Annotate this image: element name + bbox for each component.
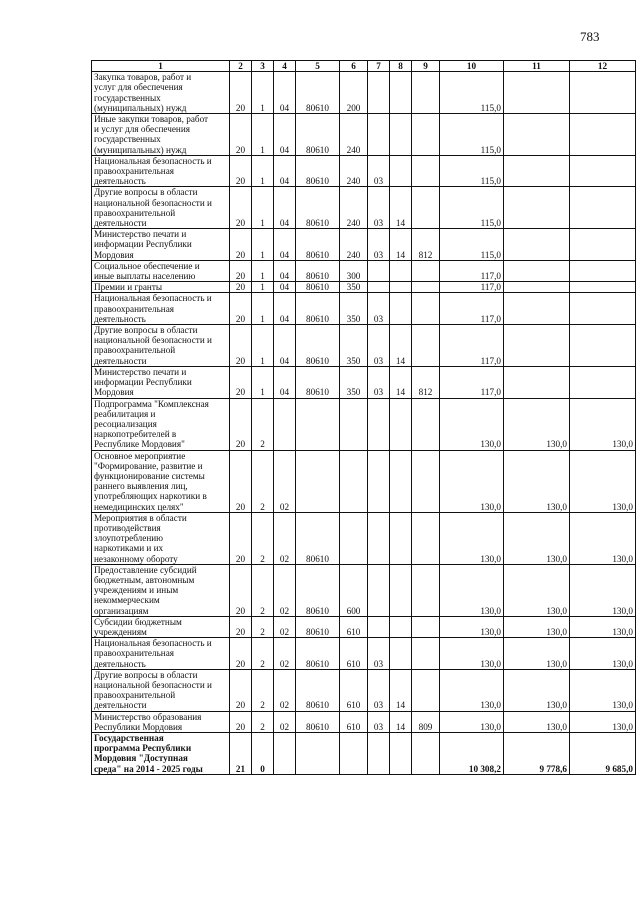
row-cell-c3: 2 — [252, 616, 274, 637]
row-cell-c11 — [504, 187, 570, 229]
row-cell-c7 — [368, 260, 390, 281]
table-row — [92, 155, 636, 187]
col-header: 4 — [274, 61, 296, 72]
row-cell-c12 — [570, 155, 636, 187]
budget-table — [91, 60, 636, 775]
row-cell-c10: 115,0 — [440, 187, 504, 229]
row-cell-c11: 130,0 — [504, 512, 570, 564]
row-cell-c11 — [504, 282, 570, 293]
table-row — [92, 282, 636, 293]
row-cell-c11 — [504, 229, 570, 261]
row-cell-c7: 03 — [368, 187, 390, 229]
row-cell-c3: 2 — [252, 450, 274, 512]
row-cell-c10: 115,0 — [440, 229, 504, 261]
row-cell-c7 — [368, 564, 390, 616]
table-row — [92, 616, 636, 637]
row-cell-c12 — [570, 187, 636, 229]
row-cell-c7 — [368, 733, 390, 775]
row-cell-c8: 14 — [390, 669, 412, 711]
row-cell-c6: 610 — [340, 711, 368, 732]
row-cell-c8 — [390, 564, 412, 616]
row-cell-c2: 20 — [230, 260, 252, 281]
row-cell-c9 — [412, 398, 440, 450]
row-cell-c9 — [412, 638, 440, 670]
row-cell-c5: 80610 — [296, 512, 340, 564]
row-cell-c4: 04 — [274, 187, 296, 229]
row-cell-c5: 80610 — [296, 616, 340, 637]
row-cell-c5: 80610 — [296, 711, 340, 732]
row-cell-c4: 02 — [274, 638, 296, 670]
row-cell-c9 — [412, 564, 440, 616]
col-header: 2 — [230, 61, 252, 72]
row-cell-c3: 2 — [252, 711, 274, 732]
row-cell-c2: 20 — [230, 229, 252, 261]
row-name-cell: Министерство печати и информации Республики Мордовия — [92, 366, 230, 398]
row-cell-c6 — [340, 512, 368, 564]
row-cell-c3: 1 — [252, 155, 274, 187]
row-cell-c3: 0 — [252, 733, 274, 775]
row-name-cell: Закупка товаров, работ и услуг для обеспечения государственных (муниципальных) нужд — [92, 72, 230, 114]
row-cell-c6 — [340, 450, 368, 512]
page-number: 783 — [580, 29, 600, 44]
row-cell-c2: 20 — [230, 155, 252, 187]
row-cell-c11: 9 778,6 — [504, 733, 570, 775]
row-cell-c10: 117,0 — [440, 293, 504, 325]
row-cell-c10: 130,0 — [440, 512, 504, 564]
row-cell-c6: 610 — [340, 616, 368, 637]
row-cell-c5: 80610 — [296, 669, 340, 711]
row-cell-c8 — [390, 733, 412, 775]
row-cell-c3: 1 — [252, 282, 274, 293]
row-cell-c7: 03 — [368, 293, 390, 325]
col-header: 3 — [252, 61, 274, 72]
row-cell-c2: 20 — [230, 669, 252, 711]
row-cell-c11: 130,0 — [504, 564, 570, 616]
row-cell-c4: 02 — [274, 669, 296, 711]
row-cell-c6: 350 — [340, 293, 368, 325]
row-cell-c7: 03 — [368, 229, 390, 261]
row-cell-c2: 20 — [230, 512, 252, 564]
row-name-cell: Основное мероприятие "Формирование, развитие и функционирование системы раннего выявления лиц, употребляющих наркотики в немедицинских целях" — [92, 450, 230, 512]
row-cell-c9: 809 — [412, 711, 440, 732]
row-cell-c9 — [412, 325, 440, 367]
row-cell-c11 — [504, 72, 570, 114]
row-cell-c12 — [570, 282, 636, 293]
row-cell-c5: 80610 — [296, 638, 340, 670]
row-cell-c4: 04 — [274, 72, 296, 114]
row-cell-c7 — [368, 114, 390, 156]
row-cell-c8 — [390, 155, 412, 187]
table-row — [92, 260, 636, 281]
table-row — [92, 669, 636, 711]
row-cell-c9 — [412, 187, 440, 229]
row-cell-c4: 04 — [274, 229, 296, 261]
row-cell-c5: 80610 — [296, 260, 340, 281]
row-cell-c8: 14 — [390, 366, 412, 398]
row-cell-c9: 812 — [412, 366, 440, 398]
row-cell-c5: 80610 — [296, 187, 340, 229]
row-cell-c10: 130,0 — [440, 450, 504, 512]
table-row — [92, 512, 636, 564]
row-name-cell: Предоставление субсидий бюджетным, автономным учреждениям и иным некоммерческим организациям — [92, 564, 230, 616]
row-cell-c10: 117,0 — [440, 325, 504, 367]
row-name-cell: Мероприятия в области противодействия злоупотреблению наркотиками и их незаконному обороту — [92, 512, 230, 564]
row-cell-c12 — [570, 325, 636, 367]
row-cell-c4: 04 — [274, 155, 296, 187]
row-cell-c2: 20 — [230, 325, 252, 367]
row-cell-c7: 03 — [368, 366, 390, 398]
row-cell-c11 — [504, 366, 570, 398]
col-header: 11 — [504, 61, 570, 72]
row-cell-c5: 80610 — [296, 229, 340, 261]
row-cell-c2: 20 — [230, 366, 252, 398]
row-cell-c8 — [390, 293, 412, 325]
table-row — [92, 293, 636, 325]
row-cell-c10: 115,0 — [440, 114, 504, 156]
row-cell-c7 — [368, 282, 390, 293]
row-cell-c2: 20 — [230, 398, 252, 450]
row-cell-c7: 03 — [368, 669, 390, 711]
row-cell-c7: 03 — [368, 155, 390, 187]
row-cell-c4: 04 — [274, 366, 296, 398]
row-cell-c9 — [412, 512, 440, 564]
row-cell-c3: 2 — [252, 564, 274, 616]
row-cell-c6: 610 — [340, 669, 368, 711]
row-cell-c11: 130,0 — [504, 616, 570, 637]
row-cell-c12 — [570, 293, 636, 325]
row-cell-c4 — [274, 733, 296, 775]
row-cell-c2: 20 — [230, 564, 252, 616]
row-cell-c7: 03 — [368, 711, 390, 732]
table-row — [92, 72, 636, 114]
row-cell-c11: 130,0 — [504, 638, 570, 670]
row-cell-c9 — [412, 733, 440, 775]
row-cell-c11: 130,0 — [504, 450, 570, 512]
row-cell-c9 — [412, 72, 440, 114]
row-cell-c5 — [296, 398, 340, 450]
row-cell-c10: 115,0 — [440, 72, 504, 114]
row-cell-c6: 200 — [340, 72, 368, 114]
row-cell-c4: 02 — [274, 564, 296, 616]
row-cell-c10: 130,0 — [440, 398, 504, 450]
row-cell-c9 — [412, 282, 440, 293]
row-cell-c5: 80610 — [296, 282, 340, 293]
row-name-cell: Премии и гранты — [92, 282, 230, 293]
table-row — [92, 325, 636, 367]
row-cell-c9 — [412, 616, 440, 637]
row-name-cell: Подпрограмма "Комплексная реабилитация и ресоциализация наркопотребителей в Республике Мордовия" — [92, 398, 230, 450]
row-cell-c9 — [412, 450, 440, 512]
row-cell-c6: 610 — [340, 638, 368, 670]
row-cell-c3: 2 — [252, 512, 274, 564]
row-cell-c11: 130,0 — [504, 669, 570, 711]
col-header: 7 — [368, 61, 390, 72]
row-cell-c2: 20 — [230, 638, 252, 670]
row-cell-c10: 130,0 — [440, 564, 504, 616]
row-cell-c9 — [412, 155, 440, 187]
row-cell-c11: 130,0 — [504, 711, 570, 732]
table-row — [92, 229, 636, 261]
row-name-cell: Субсидии бюджетным учреждениям — [92, 616, 230, 637]
row-cell-c10: 117,0 — [440, 282, 504, 293]
row-cell-c10: 130,0 — [440, 669, 504, 711]
row-cell-c12 — [570, 366, 636, 398]
row-cell-c3: 2 — [252, 638, 274, 670]
row-cell-c6: 350 — [340, 366, 368, 398]
row-cell-c2: 20 — [230, 72, 252, 114]
row-cell-c4: 04 — [274, 282, 296, 293]
row-cell-c4: 02 — [274, 616, 296, 637]
row-cell-c5: 80610 — [296, 293, 340, 325]
row-cell-c6: 240 — [340, 229, 368, 261]
row-cell-c11 — [504, 155, 570, 187]
row-name-cell: Государственная программа Республики Мордовия "Доступная среда" на 2014 - 2025 годы — [92, 733, 230, 775]
row-cell-c2: 20 — [230, 616, 252, 637]
row-cell-c5: 80610 — [296, 114, 340, 156]
row-cell-c4: 04 — [274, 260, 296, 281]
row-cell-c9 — [412, 260, 440, 281]
row-cell-c4: 04 — [274, 325, 296, 367]
row-name-cell: Национальная безопасность и правоохранительная деятельность — [92, 293, 230, 325]
col-header: 6 — [340, 61, 368, 72]
row-cell-c2: 20 — [230, 282, 252, 293]
row-cell-c3: 1 — [252, 114, 274, 156]
row-cell-c5: 80610 — [296, 155, 340, 187]
row-cell-c12: 130,0 — [570, 512, 636, 564]
row-cell-c12: 130,0 — [570, 669, 636, 711]
row-cell-c7: 03 — [368, 638, 390, 670]
table-row — [92, 366, 636, 398]
table-row — [92, 450, 636, 512]
row-cell-c12 — [570, 229, 636, 261]
row-cell-c10: 117,0 — [440, 260, 504, 281]
col-header: 12 — [570, 61, 636, 72]
row-cell-c8 — [390, 282, 412, 293]
row-cell-c3: 1 — [252, 293, 274, 325]
row-cell-c6: 350 — [340, 282, 368, 293]
row-cell-c5: 80610 — [296, 325, 340, 367]
row-cell-c8: 14 — [390, 711, 412, 732]
row-cell-c4: 02 — [274, 711, 296, 732]
row-cell-c6 — [340, 398, 368, 450]
row-cell-c3: 1 — [252, 325, 274, 367]
row-cell-c9: 812 — [412, 229, 440, 261]
row-cell-c6: 350 — [340, 325, 368, 367]
row-cell-c12: 130,0 — [570, 398, 636, 450]
row-name-cell: Другие вопросы в области национальной безопасности и правоохранительной деятельности — [92, 187, 230, 229]
row-cell-c7 — [368, 616, 390, 637]
row-cell-c6 — [340, 733, 368, 775]
row-name-cell: Национальная безопасность и правоохранительная деятельность — [92, 638, 230, 670]
row-cell-c2: 20 — [230, 711, 252, 732]
row-cell-c10: 10 308,2 — [440, 733, 504, 775]
row-cell-c6: 240 — [340, 187, 368, 229]
row-cell-c4: 02 — [274, 512, 296, 564]
row-cell-c3: 2 — [252, 398, 274, 450]
row-cell-c8 — [390, 398, 412, 450]
row-cell-c8 — [390, 616, 412, 637]
row-cell-c8: 14 — [390, 229, 412, 261]
row-cell-c7 — [368, 72, 390, 114]
row-cell-c2: 20 — [230, 114, 252, 156]
table-row — [92, 564, 636, 616]
row-cell-c9 — [412, 293, 440, 325]
row-cell-c12: 130,0 — [570, 711, 636, 732]
row-cell-c12 — [570, 114, 636, 156]
row-cell-c7: 03 — [368, 325, 390, 367]
row-cell-c7 — [368, 398, 390, 450]
row-cell-c5: 80610 — [296, 366, 340, 398]
row-cell-c10: 130,0 — [440, 616, 504, 637]
row-name-cell: Национальная безопасность и правоохранительная деятельность — [92, 155, 230, 187]
row-cell-c12 — [570, 72, 636, 114]
header-row — [92, 61, 636, 72]
table-row — [92, 187, 636, 229]
row-cell-c3: 1 — [252, 72, 274, 114]
row-cell-c6: 240 — [340, 155, 368, 187]
row-cell-c3: 1 — [252, 187, 274, 229]
row-cell-c6: 300 — [340, 260, 368, 281]
row-cell-c10: 117,0 — [440, 366, 504, 398]
col-header: 9 — [412, 61, 440, 72]
row-cell-c7 — [368, 512, 390, 564]
table-row — [92, 711, 636, 732]
row-cell-c4: 02 — [274, 450, 296, 512]
row-cell-c11 — [504, 293, 570, 325]
row-cell-c12: 130,0 — [570, 638, 636, 670]
col-header: 10 — [440, 61, 504, 72]
row-name-cell: Социальное обеспечение и иные выплаты населению — [92, 260, 230, 281]
row-cell-c10: 130,0 — [440, 711, 504, 732]
row-cell-c10: 115,0 — [440, 155, 504, 187]
row-cell-c12: 9 685,0 — [570, 733, 636, 775]
row-cell-c2: 20 — [230, 293, 252, 325]
row-cell-c2: 21 — [230, 733, 252, 775]
row-cell-c5: 80610 — [296, 72, 340, 114]
table-row — [92, 733, 636, 775]
row-cell-c7 — [368, 450, 390, 512]
row-cell-c12 — [570, 260, 636, 281]
row-cell-c8 — [390, 638, 412, 670]
col-header: 5 — [296, 61, 340, 72]
row-cell-c8 — [390, 72, 412, 114]
row-name-cell: Иные закупки товаров, работ и услуг для обеспечения государственных (муниципальных) нужд — [92, 114, 230, 156]
row-cell-c8 — [390, 260, 412, 281]
row-cell-c3: 1 — [252, 260, 274, 281]
row-cell-c11: 130,0 — [504, 398, 570, 450]
row-cell-c3: 1 — [252, 366, 274, 398]
row-cell-c9 — [412, 669, 440, 711]
row-name-cell: Министерство образования Республики Мордовия — [92, 711, 230, 732]
row-cell-c8: 14 — [390, 325, 412, 367]
row-cell-c10: 130,0 — [440, 638, 504, 670]
row-cell-c4 — [274, 398, 296, 450]
row-cell-c6: 240 — [340, 114, 368, 156]
row-cell-c11 — [504, 325, 570, 367]
row-cell-c12: 130,0 — [570, 564, 636, 616]
row-cell-c8 — [390, 450, 412, 512]
table-row — [92, 398, 636, 450]
row-cell-c8 — [390, 512, 412, 564]
table-body — [92, 72, 636, 775]
row-cell-c8: 14 — [390, 187, 412, 229]
row-cell-c5 — [296, 733, 340, 775]
row-cell-c11 — [504, 114, 570, 156]
row-cell-c11 — [504, 260, 570, 281]
row-cell-c4: 04 — [274, 114, 296, 156]
row-cell-c4: 04 — [274, 293, 296, 325]
row-cell-c12: 130,0 — [570, 450, 636, 512]
row-cell-c5: 80610 — [296, 564, 340, 616]
row-name-cell: Министерство печати и информации Республики Мордовия — [92, 229, 230, 261]
row-cell-c2: 20 — [230, 450, 252, 512]
col-header: 8 — [390, 61, 412, 72]
col-header: 1 — [92, 61, 230, 72]
row-cell-c2: 20 — [230, 187, 252, 229]
row-cell-c8 — [390, 114, 412, 156]
row-cell-c5 — [296, 450, 340, 512]
row-cell-c3: 1 — [252, 229, 274, 261]
row-name-cell: Другие вопросы в области национальной безопасности и правоохранительной деятельности — [92, 669, 230, 711]
row-cell-c6: 600 — [340, 564, 368, 616]
table-row — [92, 638, 636, 670]
row-name-cell: Другие вопросы в области национальной безопасности и правоохранительной деятельности — [92, 325, 230, 367]
row-cell-c9 — [412, 114, 440, 156]
table-row — [92, 114, 636, 156]
row-cell-c12: 130,0 — [570, 616, 636, 637]
row-cell-c3: 2 — [252, 669, 274, 711]
